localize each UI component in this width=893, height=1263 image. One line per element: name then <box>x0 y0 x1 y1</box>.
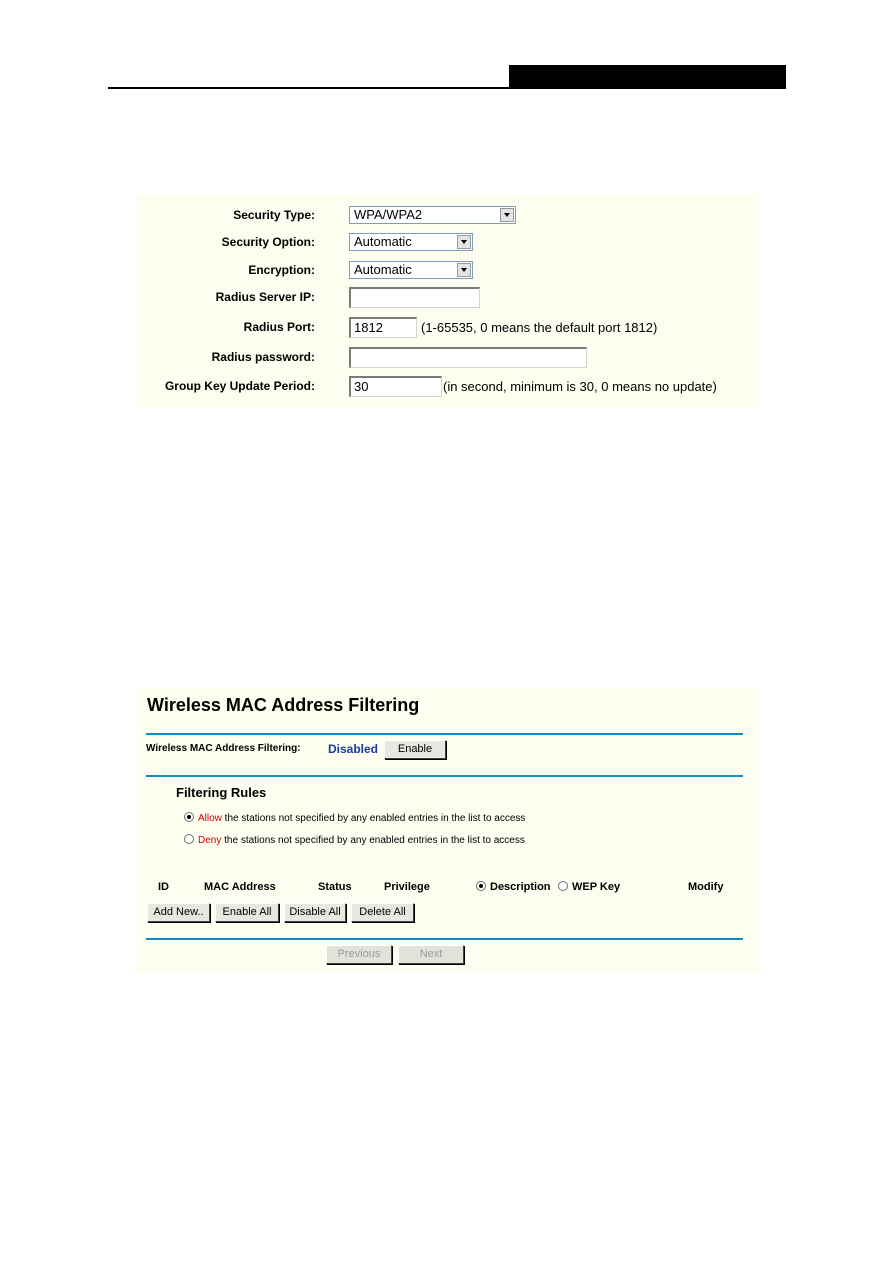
add-new-button[interactable]: Add New.. <box>147 903 210 922</box>
group-key-update-period-input[interactable]: 30 <box>349 376 442 397</box>
mac-filtering-panel <box>135 687 759 972</box>
header-black-bar <box>509 65 786 87</box>
security-type-value: WPA/WPA2 <box>354 207 423 222</box>
group-key-update-period-label: Group Key Update Period: <box>164 379 315 393</box>
deny-word: Deny <box>198 835 222 846</box>
encryption-value: Automatic <box>354 262 412 277</box>
enable-button[interactable]: Enable <box>384 740 446 759</box>
security-option-select[interactable] <box>349 233 473 251</box>
radio-selected-icon[interactable] <box>476 881 486 891</box>
column-privilege: Privilege <box>384 881 430 893</box>
divider <box>146 775 743 777</box>
mac-filtering-label: Wireless MAC Address Filtering: <box>146 743 301 754</box>
page-title: Wireless MAC Address Filtering <box>147 695 420 715</box>
column-wep-key: WEP Key <box>572 881 621 893</box>
allow-rule-text: the stations not specified by any enabled entries in the list to access <box>221 813 526 824</box>
radius-port-input[interactable]: 1812 <box>349 317 417 338</box>
column-wep-key-option[interactable] <box>558 881 620 893</box>
encryption-label: Encryption: <box>248 263 315 277</box>
enable-all-button[interactable]: Enable All <box>215 903 279 922</box>
status-badge: Disabled <box>328 742 379 756</box>
radius-server-ip-label: Radius Server IP: <box>215 290 315 304</box>
allow-rule-option[interactable] <box>184 813 525 825</box>
dropdown-arrow-icon <box>500 208 514 222</box>
radio-unselected-icon[interactable] <box>184 834 194 844</box>
encryption-select[interactable] <box>349 261 473 279</box>
radius-password-label: Radius password: <box>211 350 315 364</box>
delete-all-button[interactable]: Delete All <box>351 903 414 922</box>
radius-port-hint: (1-65535, 0 means the default port 1812) <box>421 320 658 335</box>
column-mac-address: MAC Address <box>204 881 276 893</box>
radio-selected-icon[interactable] <box>184 812 194 822</box>
deny-rule-option[interactable] <box>184 835 525 847</box>
security-option-value: Automatic <box>354 234 412 249</box>
dropdown-arrow-icon <box>457 263 471 277</box>
column-description: Description <box>490 881 551 893</box>
radius-port-label: Radius Port: <box>243 320 315 334</box>
allow-word: Allow <box>198 813 222 824</box>
radius-password-input[interactable] <box>349 347 587 368</box>
security-type-label: Security Type: <box>233 208 315 222</box>
radio-unselected-icon[interactable] <box>558 881 568 891</box>
security-option-label: Security Option: <box>221 235 315 249</box>
divider <box>146 938 743 940</box>
dropdown-arrow-icon <box>457 235 471 249</box>
column-id: ID <box>158 881 169 893</box>
previous-button[interactable]: Previous <box>326 945 392 964</box>
next-button[interactable]: Next <box>398 945 464 964</box>
filtering-rules-title: Filtering Rules <box>176 785 267 800</box>
divider <box>146 733 743 735</box>
column-modify: Modify <box>688 881 724 893</box>
deny-rule-text: the stations not specified by any enabled entries in the list to access <box>221 835 525 846</box>
security-type-select[interactable] <box>349 206 516 224</box>
column-status: Status <box>318 881 352 893</box>
disable-all-button[interactable]: Disable All <box>284 903 346 922</box>
security-settings-panel <box>135 194 759 408</box>
radius-server-ip-input[interactable] <box>349 287 480 308</box>
header-rule <box>108 87 786 89</box>
group-key-hint: (in second, minimum is 30, 0 means no update) <box>443 379 717 394</box>
column-description-option[interactable] <box>476 881 551 893</box>
